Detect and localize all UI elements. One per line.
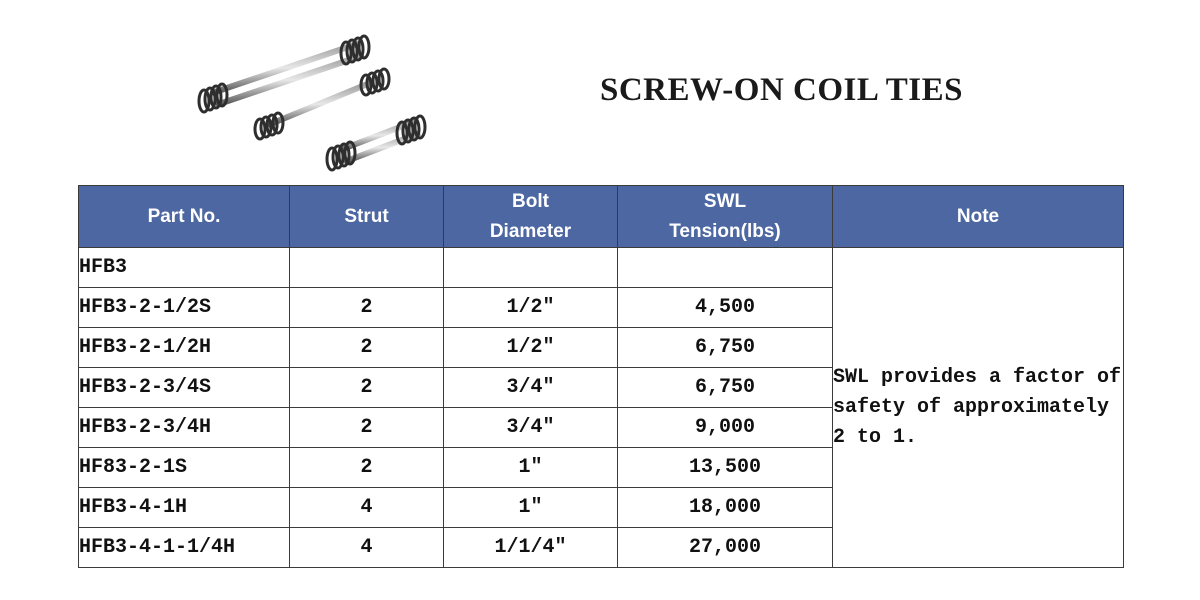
- coil-tie-medium: [255, 69, 389, 139]
- table-row: [79, 248, 1124, 288]
- header-swl-line2: Tension(lbs): [669, 220, 781, 242]
- coil-tie-short: [327, 116, 425, 170]
- header-bolt-line2: Diameter: [489, 220, 572, 242]
- coil-ties-image: [190, 25, 430, 175]
- cell-note: SWL provides a factor of safety of approximately 2 to 1.: [833, 248, 1124, 568]
- cell-swl: 27,000: [618, 528, 833, 568]
- cell-strut: 2: [290, 368, 444, 408]
- cell-part: HFB3-2-1/2S: [79, 288, 290, 328]
- cell-bolt: 1": [444, 448, 618, 488]
- cell-part: HFB3-4-1H: [79, 488, 290, 528]
- cell-swl: 4,500: [618, 288, 833, 328]
- table-header-row: [79, 186, 1124, 248]
- cell-part: HFB3-2-3/4H: [79, 408, 290, 448]
- cell-bolt: 3/4": [444, 408, 618, 448]
- cell-swl: 6,750: [618, 328, 833, 368]
- cell-swl: 18,000: [618, 488, 833, 528]
- cell-part: HFB3: [79, 248, 290, 288]
- cell-swl: 9,000: [618, 408, 833, 448]
- cell-part: HFB3-2-1/2H: [79, 328, 290, 368]
- header-swl-tension: [618, 186, 833, 248]
- header-strut: Strut: [290, 186, 444, 248]
- cell-swl: 13,500: [618, 448, 833, 488]
- cell-part: HFB3-4-1-1/4H: [79, 528, 290, 568]
- header-note: Note: [833, 186, 1124, 248]
- cell-swl: 6,750: [618, 368, 833, 408]
- cell-bolt: 1/2": [444, 328, 618, 368]
- cell-strut: 2: [290, 448, 444, 488]
- header-part-no: Part No.: [79, 186, 290, 248]
- header-bolt-diameter: [444, 186, 618, 248]
- coil-tie-long: [199, 36, 369, 112]
- header-bolt-line1: Bolt: [512, 190, 549, 212]
- cell-strut: 4: [290, 488, 444, 528]
- cell-bolt: 1/1/4": [444, 528, 618, 568]
- cell-bolt: [444, 248, 618, 288]
- cell-bolt: 3/4": [444, 368, 618, 408]
- cell-part: HF83-2-1S: [79, 448, 290, 488]
- cell-strut: 2: [290, 288, 444, 328]
- cell-strut: 2: [290, 328, 444, 368]
- cell-swl: [618, 248, 833, 288]
- cell-bolt: 1/2": [444, 288, 618, 328]
- cell-strut: 2: [290, 408, 444, 448]
- cell-bolt: 1": [444, 488, 618, 528]
- spec-table: [78, 185, 1124, 568]
- header-swl-line1: SWL: [703, 190, 747, 212]
- cell-strut: [290, 248, 444, 288]
- cell-part: HFB3-2-3/4S: [79, 368, 290, 408]
- page-title: SCREW-ON COIL TIES: [600, 72, 963, 108]
- cell-strut: 4: [290, 528, 444, 568]
